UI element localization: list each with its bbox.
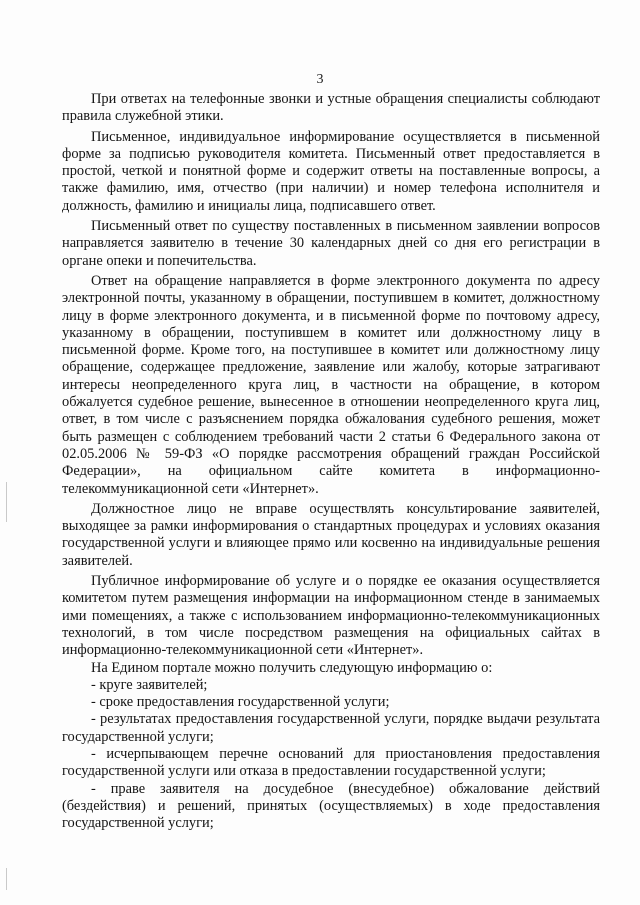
paragraph: Должностное лицо не вправе осуществлять консультирование заявителей, выходящее за рамки информирования о стандартных процедурах и условиях оказания государственной услуги и влияющее прямо или косвенно на индивидуальные решения заявителей.	[62, 500, 600, 569]
page-number: 3	[316, 72, 324, 87]
paragraph: Ответ на обращение направляется в форме электронного документа по адресу электронной почты, указанному в обращении, поступившем в комитет, должностному лицу в форме электронного документа, и в письменной форме по почтовому адресу, указанному в обращении, поступившем в комитет или должностному лицу в письменной форме. Кроме того, на поступившее в комитет или должностному лицу обращение, содержащее предложение, заявление или жалобу, которые затрагивают интересы неопределенного круга лиц, в частности на обращение, в котором обжалуется судебное решение, вынесенное в отношении неопределенного круга лиц, ответ, в том числе с разъяснением порядка обжалования судебного решения, может быть размещен с соблюдением требований части 2 статьи 6 Федерального закона от 02.05.2006 № 59-ФЗ «О порядке рассмотрения обращений граждан Российской Федерации», на официальном сайте комитета в информационно-телекоммуникационной сети «Интернет».	[62, 272, 600, 497]
scan-edge-mark	[6, 868, 7, 890]
paragraph: При ответах на телефонные звонки и устные обращения специалисты соблюдают правила служебной этики.	[62, 91, 600, 125]
document-body	[62, 91, 600, 832]
list-item: - круге заявителей;	[91, 676, 208, 693]
paragraph: Письменное, индивидуальное информирование осуществляется в письменной форме за подписью руководителя комитета. Письменный ответ предоставляется в простой, четкой и понятной форме и содержит ответы на поставленные вопросы, а также фамилию, имя, отчество (при наличии) и номер телефона исполнителя и должность, фамилию и инициалы лица, подписавшего ответ.	[62, 128, 600, 214]
paragraph: Письменный ответ по существу поставленных в письменном заявлении вопросов направляется заявителю в течение 30 календарных дней со дня его регистрации в органе опеки и попечительства.	[62, 218, 600, 269]
list-item: - исчерпывающем перечне оснований для приостановления предоставления государственной услуги или отказа в предоставлении государственной услуги;	[62, 745, 600, 780]
list-item: - праве заявителя на досудебное (внесудебное) обжалование действий (бездействия) и решений, принятых (осуществляемых) в ходе предоставления государственной услуги;	[62, 780, 600, 832]
paragraph: На Едином портале можно получить следующую информацию о:	[91, 659, 493, 676]
scan-edge-mark	[6, 482, 7, 522]
list-item: - результатах предоставления государственной услуги, порядке выдачи результата государственной услуги;	[62, 711, 600, 745]
paragraph: Публичное информирование об услуге и о порядке ее оказания осуществляется комитетом путем размещения информации на информационном стенде в занимаемых ими помещениях, а также с использованием информационно-телекоммуникационных технологий, в том числе посредством размещения на официальных сайтах в информационно-телекоммуникационной сети «Интернет».	[62, 573, 600, 659]
list-item: - сроке предоставления государственной услуги;	[91, 694, 390, 711]
